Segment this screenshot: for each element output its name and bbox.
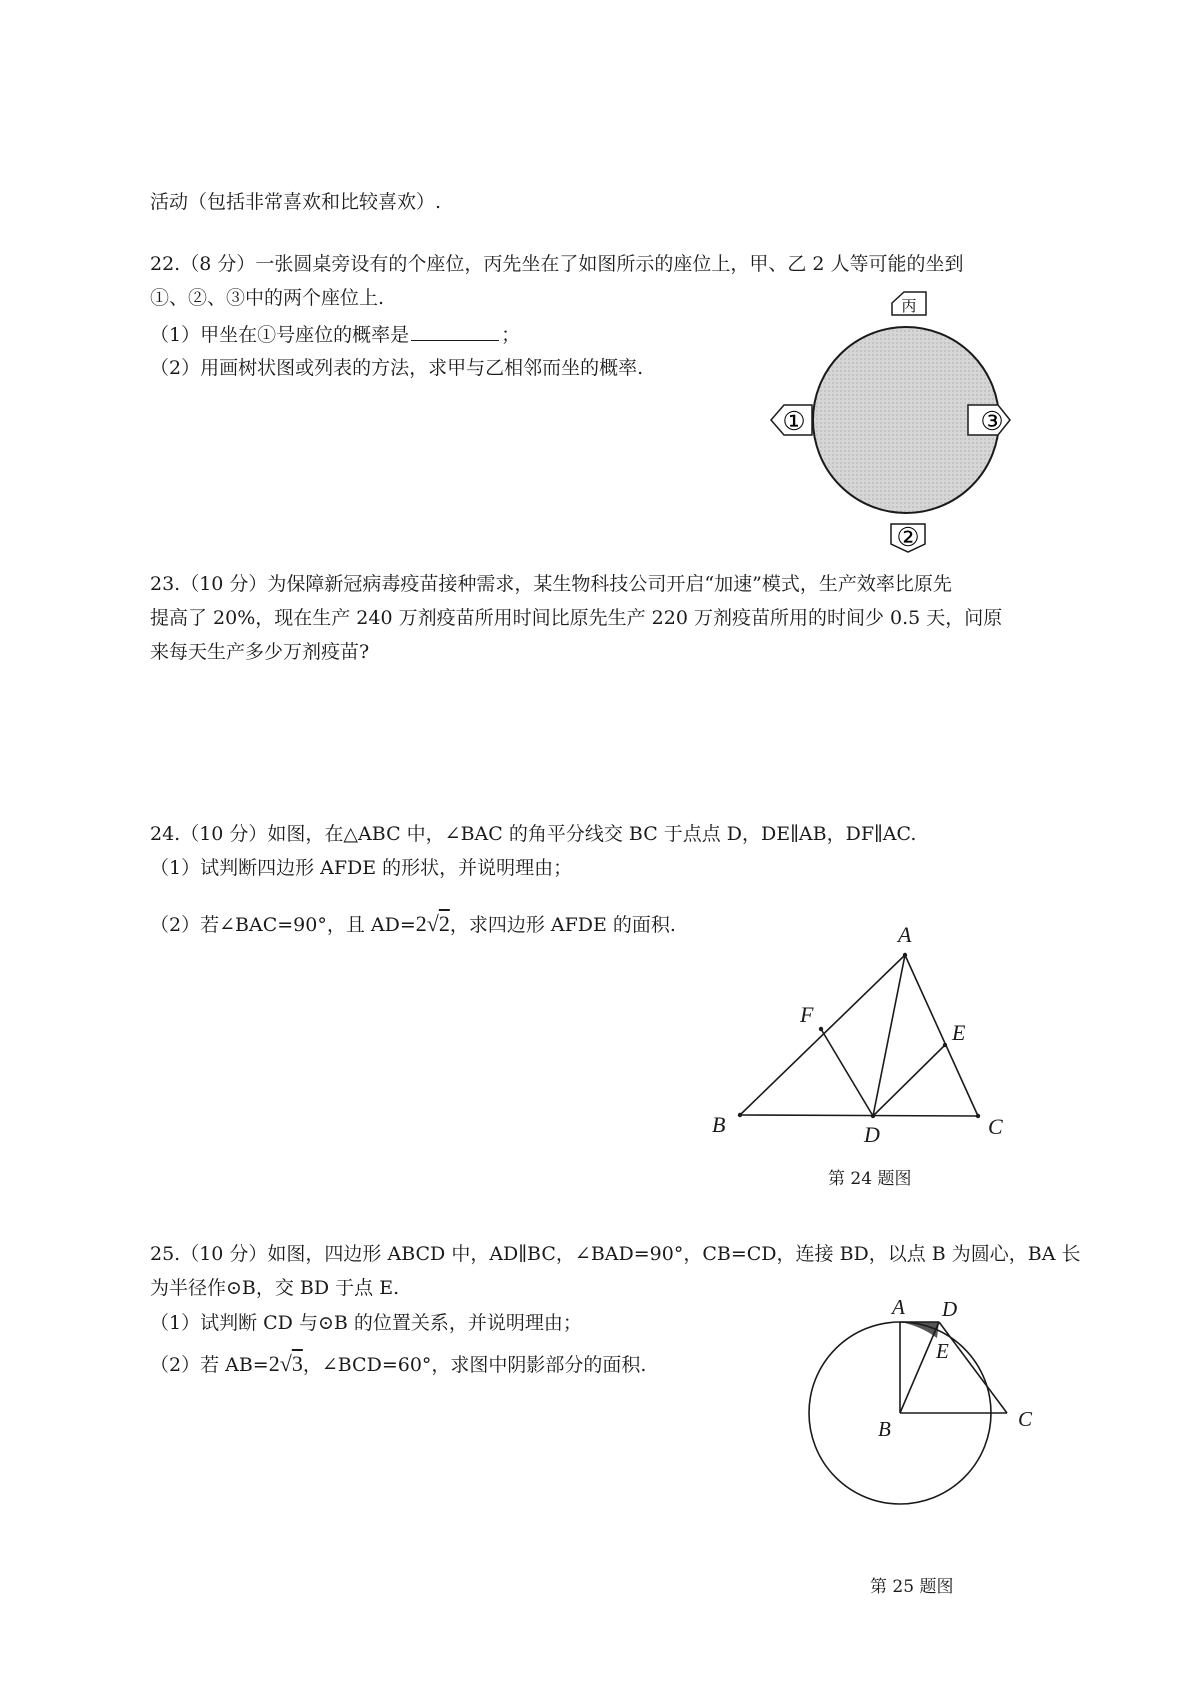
q22-part1-end: ； — [501, 324, 521, 346]
q22-part1-text: （1）甲坐在①号座位的概率是 — [150, 324, 410, 346]
seat-bottom-label: ② — [896, 523, 920, 552]
q24-coefficient: 2 — [415, 911, 427, 936]
q24-part2 — [150, 912, 676, 937]
answer-blank — [411, 322, 499, 341]
seat-left-label: ① — [782, 407, 806, 436]
q24-part1: （1）试判断四边形 AFDE 的形状，并说明理由； — [150, 857, 573, 879]
q23-stem-line2: 提高了 20%，现在生产 240 万剂疫苗所用时间比原先生产 220 万剂疫苗所用的时间少 0.5 天，问原 — [150, 607, 1003, 629]
q24-part2-text: （2）若∠BAC=90°，且 AD= — [150, 914, 416, 936]
q25-stem-line2: 为半径作⊙B，交 BD 于点 E. — [150, 1277, 400, 1299]
q23-stem-line1: 23.（10 分）为保障新冠病毒疫苗接种需求，某生物科技公司开启“加速”模式，生产效率比原先 — [150, 573, 952, 595]
q25-radicand: 3 — [291, 1351, 303, 1376]
q24-part2-end: ，求四边形 AFDE 的面积. — [449, 914, 676, 936]
q23-stem-line3: 来每天生产多少万剂疫苗? — [150, 641, 370, 663]
label-C: C — [1018, 1407, 1033, 1431]
q22-stem-line1: 22.（8 分）一张圆桌旁设有的个座位，丙先坐在了如图所示的座位上，甲、乙 2 人等可能的坐到 — [150, 253, 964, 275]
seat-right-label: ③ — [980, 407, 1004, 436]
q24-radicand: 2 — [438, 911, 450, 936]
q25-figure-caption: 第 25 题图 — [870, 1577, 954, 1597]
q25-part2-end: ，∠BCD=60°，求图中阴影部分的面积. — [302, 1354, 647, 1376]
label-E: E — [952, 1020, 966, 1045]
label-B: B — [712, 1112, 726, 1137]
q25-coefficient: 2 — [268, 1351, 280, 1376]
q25-stem-line1: 25.（10 分）如图，四边形 ABCD 中，AD∥BC，∠BAD=90°，CB=CD，连接 BD，以点 B 为圆心，BA 长 — [150, 1243, 1081, 1265]
q25-part2 — [150, 1352, 646, 1377]
seating-figure — [760, 290, 1020, 550]
label-B: B — [878, 1417, 891, 1441]
continued-text: 活动（包括非常喜欢和比较喜欢）. — [150, 191, 442, 213]
label-A: A — [892, 1295, 905, 1319]
q25-part2-text: （2）若 AB= — [150, 1354, 269, 1376]
q24-figure-caption: 第 24 题图 — [828, 1169, 912, 1189]
label-F: F — [800, 1002, 814, 1027]
q25-part1: （1）试判断 CD 与⊙B 的位置关系，并说明理由； — [150, 1312, 582, 1334]
q22-part1 — [150, 322, 520, 347]
q22-stem-line2: ①、②、③中的两个座位上. — [150, 287, 385, 309]
seat-top-label: 丙 — [901, 299, 917, 315]
label-D: D — [942, 1297, 958, 1321]
label-E: E — [936, 1339, 949, 1363]
q22-part2: （2）用画树状图或列表的方法，求甲与乙相邻而坐的概率. — [150, 357, 644, 379]
radical-sign: √ — [426, 911, 439, 936]
label-A: A — [898, 922, 912, 947]
label-C: C — [988, 1114, 1003, 1139]
label-D: D — [864, 1122, 880, 1147]
q24-stem: 24.（10 分）如图，在△ABC 中，∠BAC 的角平分线交 BC 于点点 D，DE∥AB，DF∥AC. — [150, 823, 917, 845]
radical-sign: √ — [279, 1351, 292, 1376]
triangle-figure — [700, 922, 1020, 1160]
circle-figure — [780, 1295, 1040, 1570]
